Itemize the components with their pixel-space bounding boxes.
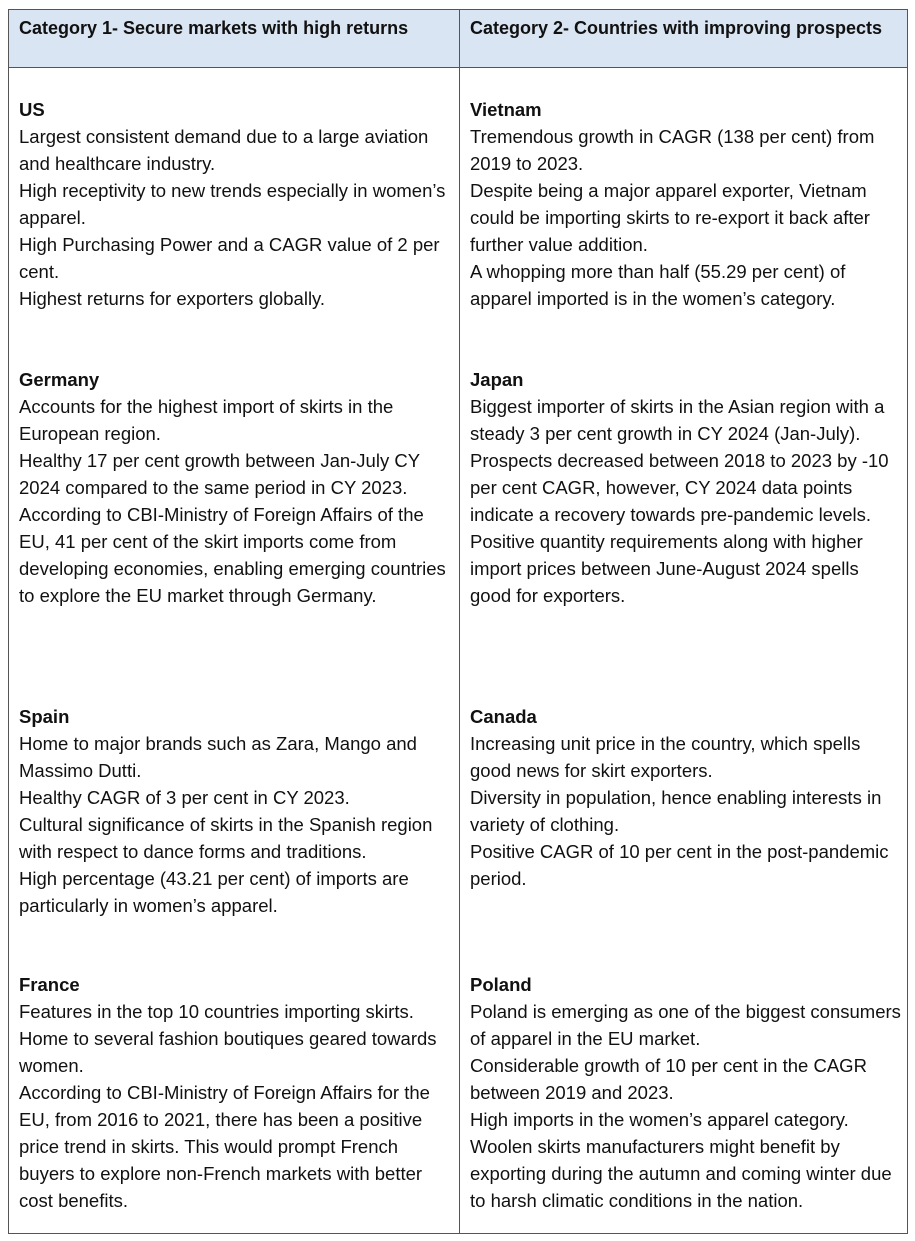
country-point: Home to major brands such as Zara, Mango and Massimo Dutti. (19, 733, 417, 781)
country-title: Spain (19, 706, 70, 727)
country-point: Home to several fashion boutiques geared towards women. (19, 1028, 437, 1076)
country-title: France (19, 974, 80, 995)
country-point: Prospects decreased between 2018 to 2023 by -10 per cent CAGR, however, CY 2024 data points indicate a recovery towards pre-pandemic levels. (470, 450, 889, 525)
country-point: High Purchasing Power and a CAGR value of 2 per cent. (19, 234, 440, 282)
country-title: Japan (470, 369, 524, 390)
country-entry-canada (470, 703, 902, 892)
country-point: Healthy 17 per cent growth between Jan-July CY 2024 compared to the same period in CY 2023. (19, 450, 420, 498)
country-point: High imports in the women’s apparel category. (470, 1109, 849, 1130)
country-title: Canada (470, 706, 537, 727)
country-title: Vietnam (470, 99, 542, 120)
country-point: According to CBI-Ministry of Foreign Affairs for the EU, from 2016 to 2021, there has been a positive price trend in skirts. This would prompt French buyers to explore non-French markets with better cost benefits. (19, 1082, 430, 1211)
country-point: Accounts for the highest import of skirts in the European region. (19, 396, 394, 444)
country-entry-vietnam (470, 96, 902, 312)
country-point: According to CBI-Ministry of Foreign Affairs of the EU, 41 per cent of the skirt imports come from developing economies, enabling emerging countries to explore the EU market through Germany. (19, 504, 446, 606)
country-entry-poland (470, 971, 902, 1214)
country-point: Poland is emerging as one of the biggest consumers of apparel in the EU market. (470, 1001, 901, 1049)
country-point: Increasing unit price in the country, which spells good news for skirt exporters. (470, 733, 861, 781)
country-title: Germany (19, 369, 100, 390)
country-entry-us (19, 96, 454, 312)
country-point: Despite being a major apparel exporter, Vietnam could be importing skirts to re-export it back after further value addition. (470, 180, 870, 255)
country-point: Diversity in population, hence enabling interests in variety of clothing. (470, 787, 882, 835)
country-point: Biggest importer of skirts in the Asian region with a steady 3 per cent growth in CY 2024 (Jan-July). (470, 396, 885, 444)
country-point: Positive CAGR of 10 per cent in the post-pandemic period. (470, 841, 889, 889)
category-1-header: Category 1- Secure markets with high returns (19, 18, 409, 38)
country-point: Highest returns for exporters globally. (19, 288, 326, 309)
country-point: A whopping more than half (55.29 per cent) of apparel imported is in the women’s category. (470, 261, 846, 309)
country-title: US (19, 99, 45, 120)
country-entry-france (19, 971, 454, 1214)
category-2-header: Category 2- Countries with improving prospects (470, 18, 883, 38)
country-entry-germany (19, 366, 454, 609)
country-point: Cultural significance of skirts in the Spanish region with respect to dance forms and traditions. (19, 814, 433, 862)
column-divider (459, 10, 460, 1233)
country-point: High percentage (43.21 per cent) of imports are particularly in women’s apparel. (19, 868, 409, 916)
country-point: Features in the top 10 countries importing skirts. (19, 1001, 414, 1022)
country-point: Considerable growth of 10 per cent in the CAGR between 2019 and 2023. (470, 1055, 867, 1103)
country-title: Poland (470, 974, 532, 995)
country-point: Woolen skirts manufacturers might benefit by exporting during the autumn and coming winter due to harsh climatic conditions in the nation. (470, 1136, 892, 1211)
country-entry-spain (19, 703, 454, 919)
country-entry-japan (470, 366, 902, 609)
table-header-row (9, 10, 907, 68)
comparison-table (8, 9, 908, 1234)
country-point: Healthy CAGR of 3 per cent in CY 2023. (19, 787, 350, 808)
country-point: Largest consistent demand due to a large aviation and healthcare industry. (19, 126, 429, 174)
country-point: Tremendous growth in CAGR (138 per cent) from 2019 to 2023. (470, 126, 875, 174)
country-point: Positive quantity requirements along with higher import prices between June-August 2024 spells good for exporters. (470, 531, 863, 606)
country-point: High receptivity to new trends especially in women’s apparel. (19, 180, 446, 228)
